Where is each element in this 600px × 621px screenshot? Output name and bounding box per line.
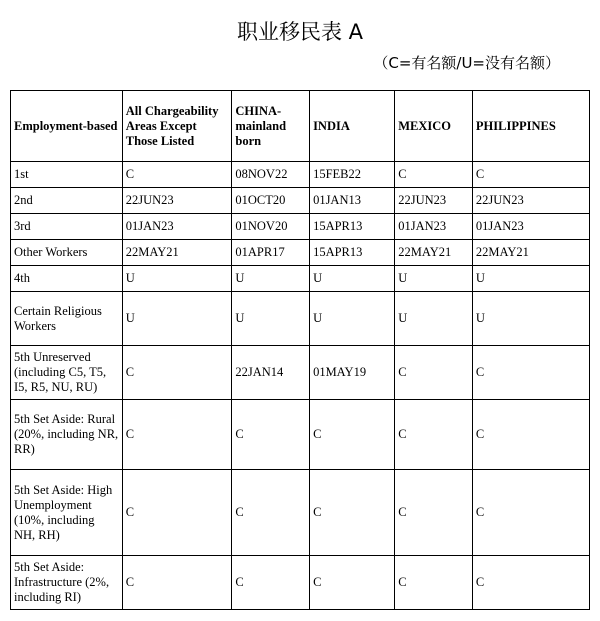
table-cell: U <box>472 266 589 292</box>
table-row <box>11 240 590 266</box>
table-cell: C <box>310 470 395 556</box>
row-category: Certain Religious Workers <box>11 292 123 346</box>
table-cell: C <box>122 400 232 470</box>
header-india: INDIA <box>310 91 395 162</box>
table-row <box>11 266 590 292</box>
visa-bulletin-table <box>10 90 590 610</box>
row-category: 5th Set Aside: Rural (20%, including NR, RR) <box>11 400 123 470</box>
header-china: CHINA-mainland born <box>232 91 310 162</box>
table-cell: C <box>395 162 473 188</box>
table-cell: U <box>395 266 473 292</box>
table-cell: C <box>472 556 589 610</box>
table-cell: C <box>122 470 232 556</box>
table-cell: 22MAY21 <box>395 240 473 266</box>
page-subtitle: （C=有名额/U=没有名额） <box>373 54 560 72</box>
table-cell: 22MAY21 <box>122 240 232 266</box>
row-category: 3rd <box>11 214 123 240</box>
table-cell: 15APR13 <box>310 240 395 266</box>
table-row <box>11 292 590 346</box>
header-row <box>11 91 590 162</box>
table-cell: U <box>122 266 232 292</box>
table-cell: C <box>395 400 473 470</box>
table-cell: 01OCT20 <box>232 188 310 214</box>
table-cell: C <box>472 162 589 188</box>
row-category: 5th Set Aside: High Unemployment (10%, including NH, RH) <box>11 470 123 556</box>
table-cell: 15FEB22 <box>310 162 395 188</box>
table-cell: C <box>310 400 395 470</box>
header-employment-based: Employment-based <box>11 91 123 162</box>
table-cell: 01JAN23 <box>395 214 473 240</box>
row-category: 2nd <box>11 188 123 214</box>
table-cell: C <box>232 470 310 556</box>
table-cell: U <box>122 292 232 346</box>
table-row <box>11 188 590 214</box>
table-cell: U <box>310 292 395 346</box>
table-row <box>11 162 590 188</box>
row-category: Other Workers <box>11 240 123 266</box>
table-cell: 15APR13 <box>310 214 395 240</box>
table-cell: C <box>472 400 589 470</box>
table-cell: 22JUN23 <box>395 188 473 214</box>
table-cell: 22MAY21 <box>472 240 589 266</box>
table-cell: U <box>232 292 310 346</box>
table-cell: 01JAN23 <box>122 214 232 240</box>
table-cell: 01NOV20 <box>232 214 310 240</box>
table-cell: 01JAN23 <box>472 214 589 240</box>
table-cell: U <box>310 266 395 292</box>
table-cell: C <box>472 470 589 556</box>
table-cell: C <box>122 556 232 610</box>
table-cell: 01JAN13 <box>310 188 395 214</box>
table-cell: C <box>472 346 589 400</box>
table-cell: C <box>232 556 310 610</box>
table-cell: 01APR17 <box>232 240 310 266</box>
table-cell: U <box>232 266 310 292</box>
page-title: 职业移民表 A <box>236 20 364 44</box>
table-body <box>11 162 590 610</box>
table-row <box>11 214 590 240</box>
table-cell: C <box>122 346 232 400</box>
table-cell: C <box>310 556 395 610</box>
table-cell: C <box>395 346 473 400</box>
table-cell: C <box>122 162 232 188</box>
table-cell: C <box>232 400 310 470</box>
row-category: 5th Unreserved (including C5, T5, I5, R5, NU, RU) <box>11 346 123 400</box>
table-cell: C <box>395 556 473 610</box>
header-mexico: MEXICO <box>395 91 473 162</box>
row-category: 5th Set Aside: Infrastructure (2%, including RI) <box>11 556 123 610</box>
table-row <box>11 346 590 400</box>
table-row <box>11 400 590 470</box>
table-cell: 22JAN14 <box>232 346 310 400</box>
table-row <box>11 470 590 556</box>
table-cell: 08NOV22 <box>232 162 310 188</box>
table-cell: U <box>395 292 473 346</box>
row-category: 4th <box>11 266 123 292</box>
header-all-chargeability: All Chargeability Areas Except Those Listed <box>122 91 232 162</box>
table-cell: 22JUN23 <box>472 188 589 214</box>
table-row <box>11 556 590 610</box>
table-cell: U <box>472 292 589 346</box>
row-category: 1st <box>11 162 123 188</box>
table-cell: 01MAY19 <box>310 346 395 400</box>
header-philippines: PHILIPPINES <box>472 91 589 162</box>
table-cell: 22JUN23 <box>122 188 232 214</box>
table-cell: C <box>395 470 473 556</box>
